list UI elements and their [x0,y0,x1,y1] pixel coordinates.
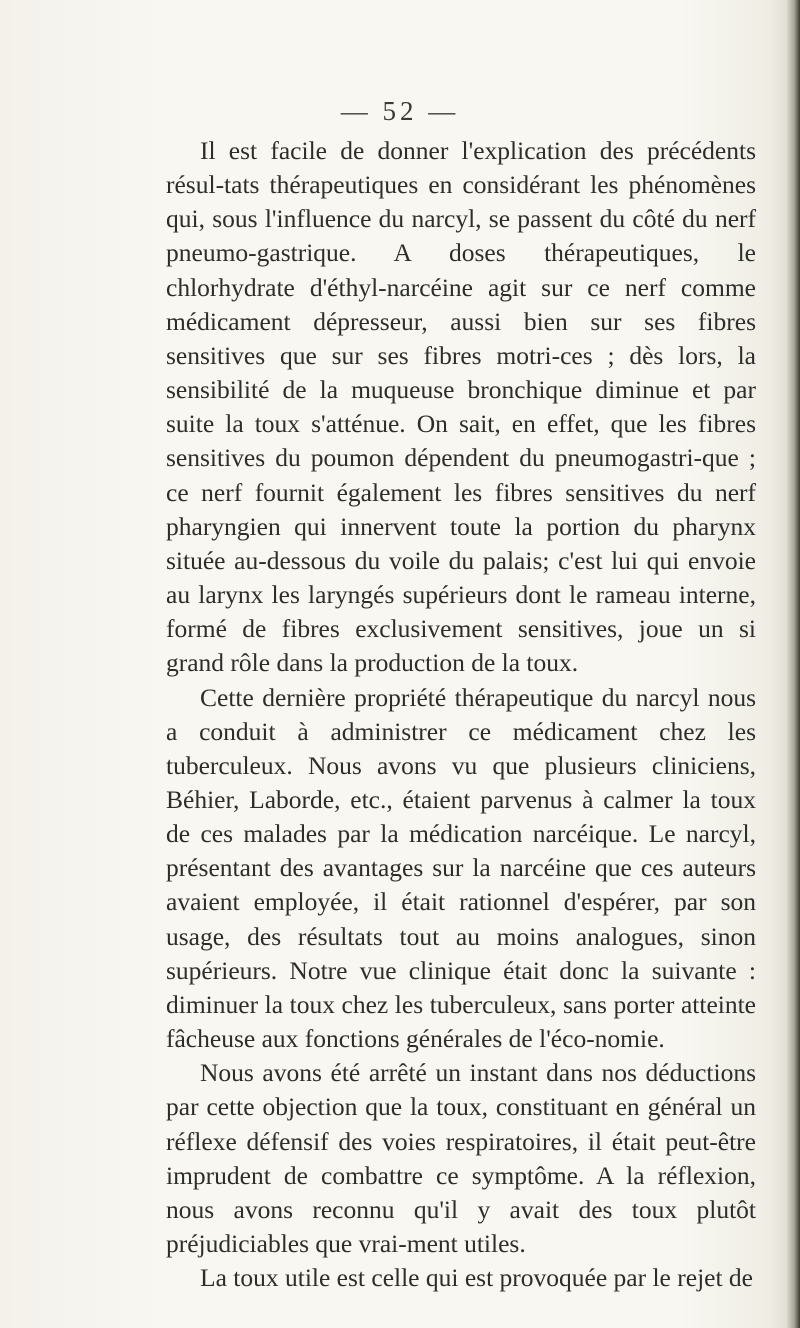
paragraph-4: La toux utile est celle qui est provoquée par le rejet de [200,1263,753,1293]
page-number: — 52 — [340,96,460,126]
paragraph-3: Nous avons été arrêté un instant dans nos déductions par cette objection que la toux, constituant en général un réflexe défensif des voies respiratoires, il était peut-être imprudent de combattre ce symptôme. A la réflexion, nous avons reconnu qu'il y avait des toux plutôt préjudiciables que vrai-ment utiles. [166,1058,756,1258]
paragraph-2: Cette dernière propriété thérapeutique du narcyl nous a conduit à administrer ce médicament chez les tuberculeux. Nous avons vu que plusieurs cliniciens, Béhier, Laborde, etc., étaient parvenus à calmer la toux de ces malades par la médication narcéique. Le narcyl, présentant des avantages sur la narcéine que ces auteurs avaient employée, il était rationnel d'espérer, par son usage, des résultats tout au moins analogues, sinon supérieurs. Notre vue clinique était donc la suivante : diminuer la toux chez les tuberculeux, sans porter atteinte fâcheuse aux fonctions générales de l'éco-nomie. [166,682,756,1054]
paragraph-1: Il est facile de donner l'explication des précédents résul-tats thérapeutiques en considérant les phénomènes qui, sous l'influence du narcyl, se passent du côté du nerf pneumo-gastrique. A doses thérapeutiques, le chlorhydrate d'éthyl-narcéine agit sur ce nerf comme médicament dépresseur, aussi bien sur ses fibres sensitives que sur ses fibres motri-ces ; dès lors, la sensibilité de la muqueuse bronchique diminue et par suite la toux s'atténue. On sait, en effet, que les fibres sensitives du poumon dépendent du pneumogastri-que ; ce nerf fournit également les fibres sensitives du nerf pharyngien qui innervent toute la portion du pharynx située au-dessous du voile du palais; c'est lui qui envoie au larynx les laryngés supérieurs dont le rameau interne, formé de fibres exclusivement sensitives, joue un si grand rôle dans la production de la toux. [166,136,756,678]
body-text [166,134,756,1295]
page-edge-shadow [786,0,800,1328]
